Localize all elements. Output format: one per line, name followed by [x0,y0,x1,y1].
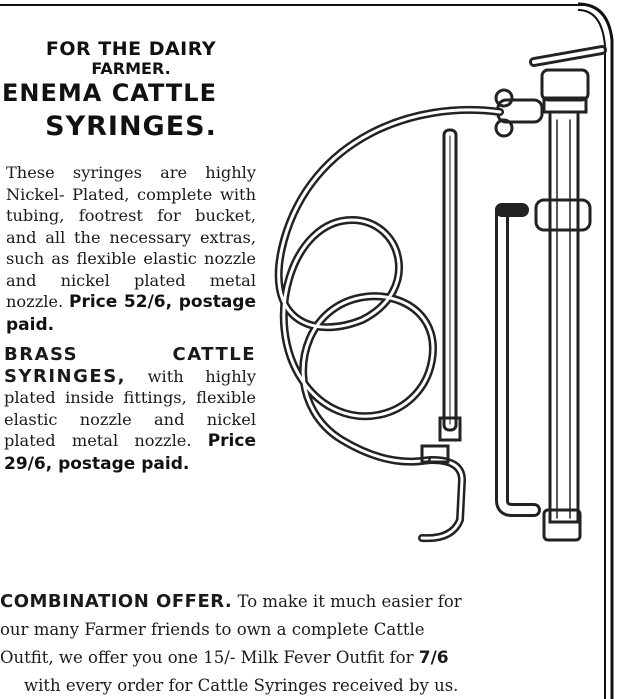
brass-price: Price 29/6, postage paid. [4,431,256,474]
heading-line-2: FARMER. [91,59,171,78]
heading-line-4: SYRINGES. [45,111,217,142]
top-border-rule [0,4,590,6]
enema-price: Price 52/6, postage paid. [6,292,256,335]
combination-text-1: To make it much easier for [237,592,462,611]
combination-price: 7/6 [418,648,449,668]
combination-offer-section [0,588,580,699]
heading-line-3: ENEMA CATTLE [2,79,217,107]
cattle-syringe-illustration-icon [272,40,612,560]
enema-description-text: These syringes are highly Nickel- Plated, complete with tubing, footrest for bucket, and all the necessary extras, such as flexible elastic nozzle and nickel plated metal nozzle. [6,163,256,311]
enema-syringe-description [0,162,262,336]
combination-line-1 [0,588,580,616]
combination-line-3-text: Outfit, we offer you one 15/- Milk Fever Outfit for [0,648,414,667]
heading-line-1: FOR THE DAIRY [45,38,217,60]
advert-text-column [0,38,262,475]
combination-line-4: with every order for Cattle Syringes received by us. [24,676,459,695]
brass-description-text: with highly plated inside fittings, flexible elastic nozzle and nickel plated metal nozzle. [4,366,256,450]
brass-syringe-description [0,344,262,475]
combination-line-3 [0,644,580,672]
combination-line-2: our many Farmer friends to own a complete Cattle [0,620,425,639]
brass-syringe-heading: BRASS CATTLE SYRINGES, [4,344,256,387]
combination-offer-heading: COMBINATION OFFER. [0,591,233,612]
